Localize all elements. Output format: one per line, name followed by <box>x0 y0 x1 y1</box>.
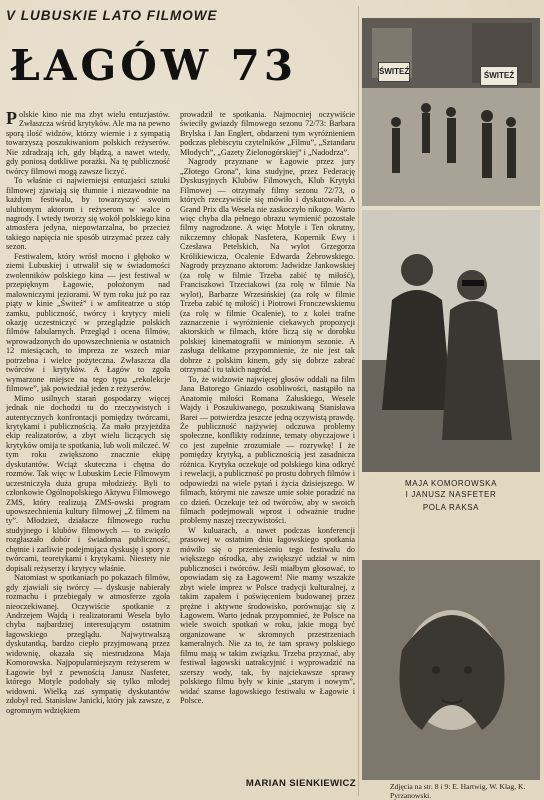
paragraph: Festiwalem, który wrósł mocno i głęboko w ziemi Lubuskiej i utrwalił się w świadomości zwolenników polskiego kina — jest festiwal w przepięknym Łagowie, położonym nad malowniczymi jeziorami. W tym roku już po raz piąty w kinie „Świteź” i w amfiteatrze u stóp zamku, publiczność, twórcy i krytycy mieli okazję uczestniczyć w przeglądzie polskich filmów fabularnych. Przegląd i ocena filmów, wprowadzonych do upowszechnienia w ostatnich 12 miesiącach, to impreza ze wszech miar potrzebna i wielce pożyteczna. Zwłaszcza dla twórców i krytyków. A Łagów to zgoła wymarzone miejsce na tego typu „rekolekcje filmowe”, jak powiedział jeden z reżyserów. <box>6 251 170 394</box>
caption-line: MAJA KOMOROWSKA <box>404 479 498 488</box>
article-column-1 <box>6 110 170 798</box>
street-photo <box>362 18 540 206</box>
portrait-photo-illustration <box>362 560 540 780</box>
cinema-sign: ŚWITEŹ <box>378 62 410 82</box>
portrait-photo-illustration <box>362 210 540 472</box>
portrait-photo-woman <box>362 560 540 780</box>
photo-credit: Zdjęcia na str. 8 i 9: E. Hartwig, W. Klag, K. Pyrzanowski. <box>390 782 526 800</box>
paragraph: Polskie kino nie ma zbyt wielu entuzjastów. Zwłaszcza wśród krytyków. Ale ma na pewno sporą ilość widzów, którzy wiernie i z sympatią towarzyszą poszukiwaniom polskich reżyserów. Nie zdradzają ich, gdy błądzą, a nawet wtedy, gdy poniosą dotkliwe porażki. Na tę publiczność twórcy filmowi mogą zawsze liczyć. <box>6 110 170 176</box>
paragraph: Nagrody przyznane w Łagowie przez jury „Złotego Grona”, kina studyjne, przez Federację Dyskusyjnych Klubów Filmowych, Klub Krytyki Filmowej — otrzymały filmy sezonu 72/73, o których rzeczywiście się mówiło i dyskutowało. A Grand Prix dla Wesela nie zaskoczyło nikogo. Warto więc chyba dla pełnego obrazu wymienić pozostałe filmy nagrodzone. A więc Motyle i Ten okrutny, nikczemny chłopak Nasfetera, Kopernik Ewy i Czesława Petelskich, Na wylot Grzegorza Królikiewicza, Ocalenie Edwarda Żebrowskiego. Nagrody przyznano aktorom: Jadwidze Jankowskiej (za rolę w filmie Trzeba zabić tę miłość), Franciszkowi Trzeciakowi (za rolę w filmie Na wylot), Barbarze Wrzesińskiej (za rolę w filmie Trzeba zabić tę miłość) i Piotrowi Fronczewskiemu (za rolę w filmie Ocalenie), to z kolei trafne zaznaczenie i wyróżnienie ciekawych propozycji aktorskich w filmach, które liczą się w dorobku polskiej kinematografii w minionym sezonie. A zasługa delikatne przypomnienie, że nie jest tak dobrze z polskim kinem, gdy się dobrze zabrać otrzymać i tu takich nagród. <box>180 157 355 375</box>
paragraph: prowadził te spotkania. Najmocniej oczywiście świeciły gwiazdy filmowego sezonu 72/73: Barbara Brylska i Jan Englert, obdarzeni tym wyróżnieniem podczas plebiscytu czytelników „Filmu”, „Sztandaru Młodych”, „Gazety Zielonogórskiej” i „Nadodrza”. <box>180 110 355 157</box>
photo-caption-names <box>362 478 540 500</box>
paragraph: To, że widzowie najwięcej głosów oddali na film Jana Batorego Gniazdo osobliwości, nastąpiło na Anatomię miłości Romana Załuskiego, Wesele Wajdy i Poszukiwanego, poszukiwaną Stanisława Barei — potwierdza jeszcze jedną oczywistą prawdę. Że publiczność najżywiej odczuwa problemy społeczne, konflikty rodzinne, tematy obyczajowe i co jest zupełnie zrozumiałe — rozrywkę! I że pomiędzy krytyką, a publicznością jest zasadnicza różnica. Krytyka oczekuje od polskiego kina odkryć i rewelacji, a publiczność po prostu dobrych filmów i odpowiedzi na wiele pytań i życia dzisiejszego. W filmach, którymi nie zawsze umie sobie poradzić na co dzień. Oczekuje też od twórców, aby w swoich filmach podejmowali wprost i odważnie trudne problemy naszej rzeczywistości. <box>180 374 355 526</box>
paragraph: Natomiast w spotkaniach po pokazach filmów, gdy zjawiali się twórcy — dyskusje nabierały rozmachu i przebiegały w atmosferze zgoła nieoczekiwanej. Oczywiście spotkanie z Andrzejem Wajdą i realizatorami Wesela było chyba najbardziej interesującym ostatnim łagowskiego przeglądu. Najwytrwalszą dyskutantką, bardzo ciepło przyjmowaną przez widownię, okazała się niestrudzona Maja Komorowska. Najpopularniejszym reżyserem w Łagowie był z pewnością Janusz Nasfeter, którego Motyle podobały się tylko młodej widowni. Wielką zaś sympatię dyskutantów zdobył red. Stanisław Janicki, który jak zawsze, z ogromnym wdziękiem <box>6 573 170 715</box>
article-column-2 <box>180 110 355 770</box>
paragraph: Mimo usilnych starań gospodarzy więcej jednak nie dochodzi tu do rzeczywistych i autentycznych konfrontacji pomiędzy twórcami, krytykami i publicznością. Za mało przyjeżdża ekip realizatorów, a zbyt wielu liczących się krytyków omija te spotkania, lub woli milczeć. W tym roku zwiększono znacznie ekipę dyskutantów. Wciąż skuteczna i chętna do rozmów. Tak więc w Lubuskim Lecie Filmowym uczestniczyła duża grupa młodzieży. Byli to członkowie Ogólnopolskiego Aktywu Filmowego ZMS, który realizują ZMS-owski program upowszechnienia kultury filmowej „Z filmem na ty”. Młodzież, działacze filmowego ruchu studyjnego i klubów filmowych — to zwięzło rozgłaszało dobór i świadoma publiczność, chętnie i zarliwie podejmująca dyskusję i spory z twórcami, teoretykami i krytykami. Niestety nie dopisali reżyserzy i krytycy właśnie. <box>6 393 170 573</box>
paragraph: W kuluarach, a nawet podczas konferencji prasowej w ostatnim dniu łagowskiego spotkania mówiło się o przeniesieniu tego festiwalu do większego ośrodka, aby zwiększyć udział w nim publiczności i twórców. Jeśli miałbym głosować, to opowiadam się za Łagowem! Nie mamy wszakże zbyt wiele imprez w Polsce tradycji kulturalnej, z takim zapałem i poświęceniem budowanej przez prężne i aktywne środowisko, porównując się z Łagowem. Warto jednak przypomnieć, że Polsce na wiele swoich spotkań w roku, jakie mogą być organizowane w skromnych przestrzeniach kameralnych. Nie za to, że tam sprawy polskiego filmu mają w takim związku. Trzeba przyznać, aby festiwal łagowski uatrakcyjnić i wyprowadzić na szerszy wody, tak, by najciekawsze sprawy polskiego filmu były w kinie „starym i nowym”, widać szanse łagowskiego festiwalu w Łagowie i Polsce. <box>180 525 355 706</box>
photo-caption-second: POLA RAKSA <box>422 503 480 512</box>
article-title: ŁAGÓW 73 <box>10 41 298 90</box>
column-divider <box>358 6 359 796</box>
cinema-sign: ŚWITEŹ <box>480 66 518 86</box>
caption-line: I JANUSZ NASFETER <box>405 490 497 499</box>
kicker: V LUBUSKIE LATO FILMOWE <box>6 8 218 23</box>
street-photo-illustration <box>362 18 540 206</box>
author-byline: MARIAN SIENKIEWICZ <box>245 778 356 789</box>
paragraph: To właśnie ci najwierniejsi entuzjaści sztuki filmowej zjawiają się tłumnie i niezawodnie na każdym festiwalu, by towarzyszyć swoim ulubionym aktorom i reżyserom w walce o nagrody. I wtedy tworzy się wokół polskiego kina atmosfera jedyna, niepowtarzalna, bo przecież takiego napięcia nie sposób utrzymać przez cały sezon. <box>6 176 170 252</box>
portrait-photo <box>362 210 540 472</box>
